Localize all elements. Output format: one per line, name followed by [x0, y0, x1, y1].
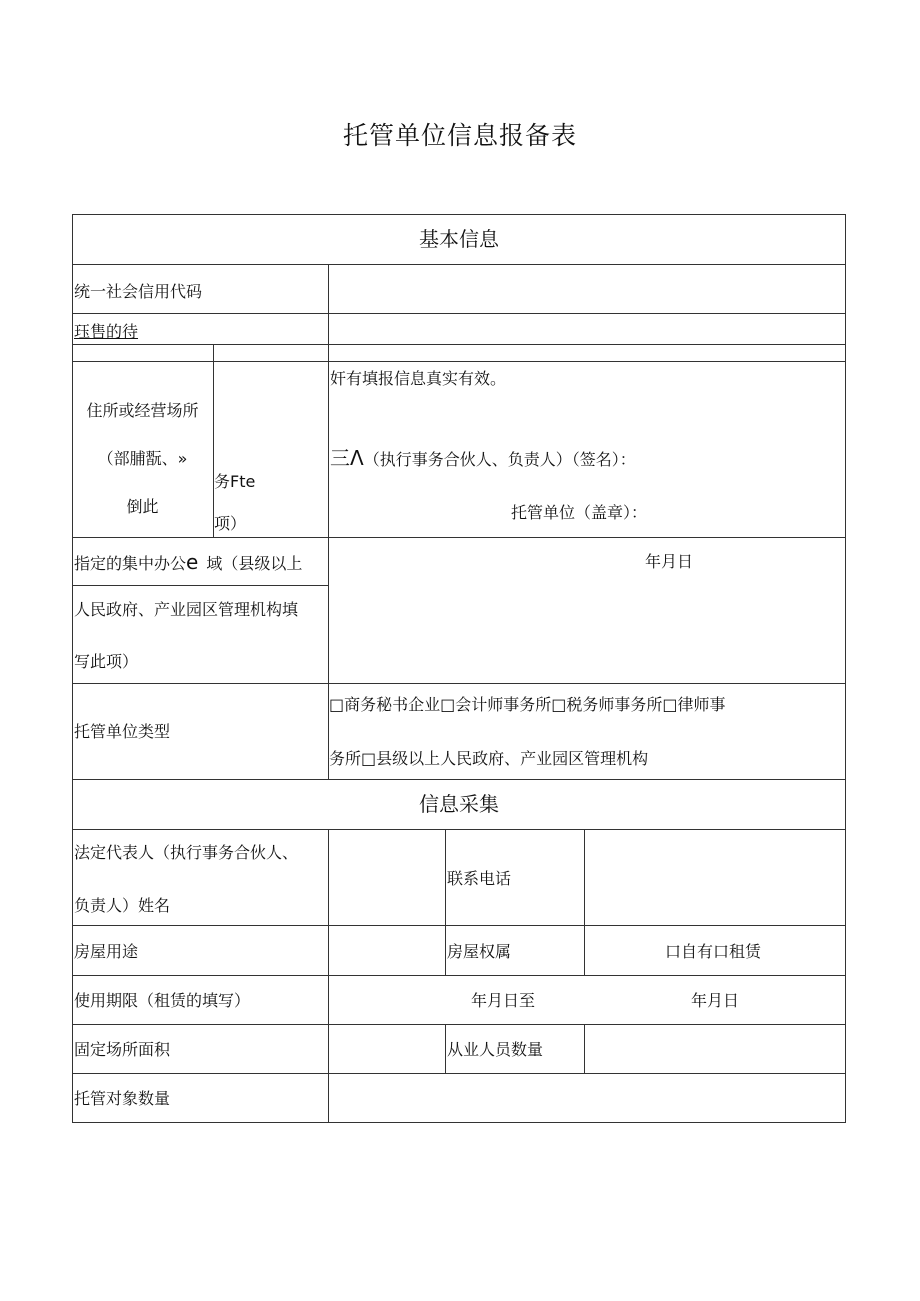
commitment-date: 年月日	[645, 552, 694, 571]
unit-name-label: 珏售的待	[74, 322, 139, 341]
address-mid-line-2: 项）	[214, 514, 247, 533]
address-mid-line-1	[214, 472, 255, 492]
legal-rep-label-line-2: 负责人）姓名	[74, 896, 171, 915]
designated-label-part-a: 指定的集中办公	[74, 554, 187, 573]
col-divider	[445, 1024, 446, 1074]
col-divider	[213, 344, 214, 538]
section-basic-info: 基本信息	[419, 227, 499, 251]
page-title: 托管单位信息报备表	[342, 121, 577, 150]
commitment-prefix: 三Λ	[330, 446, 364, 470]
phone-field[interactable]	[585, 830, 845, 925]
row-divider	[72, 537, 846, 538]
unit-name-field[interactable]	[329, 314, 845, 344]
clients-field[interactable]	[329, 1074, 845, 1122]
table-border-left	[72, 214, 73, 1123]
unit-type-options-line-1[interactable]: □商务秘书企业□会计师事务所□税务师事务所□律师事	[329, 695, 726, 714]
credit-code-field[interactable]	[329, 265, 845, 313]
designated-label-part-c: 域（县级以上	[206, 554, 303, 573]
unit-type-options-line-2[interactable]: 务所□县级以上人民政府、产业园区管理机构	[329, 749, 649, 768]
area-label: 固定场所面积	[74, 1040, 171, 1059]
ownership-options[interactable]: 口自有口租赁	[665, 942, 762, 961]
credit-code-label: 统一社会信用代码	[74, 282, 203, 301]
legal-rep-field[interactable]	[329, 830, 444, 925]
col-divider	[445, 829, 446, 976]
designated-label-line-1	[74, 552, 302, 574]
staff-field[interactable]	[585, 1025, 845, 1073]
address-mid-text: 务Fte	[214, 472, 256, 491]
commitment-line-1: 奸有填报信息真实有效。	[330, 369, 507, 388]
period-label: 使用期限（租赁的填写）	[74, 991, 251, 1010]
address-label-line-2: （部脯翫、»	[97, 449, 188, 468]
legal-rep-label-line-1: 法定代表人（执行事务合伙人、	[74, 843, 299, 862]
address-label-line-3: 倒此	[126, 497, 159, 516]
row-divider	[72, 779, 846, 780]
designated-label-part-b: e	[186, 550, 199, 574]
commitment-line-3: 托管单位（盖章）：	[511, 503, 648, 522]
commitment-line-2	[330, 448, 636, 470]
row-divider	[72, 361, 846, 362]
designated-label-line-3: 写此项）	[74, 652, 139, 671]
row-divider	[72, 344, 846, 345]
usage-field[interactable]	[329, 926, 444, 975]
table-border-right	[845, 214, 846, 1123]
section-info-collection: 信息采集	[419, 792, 499, 816]
clients-label: 托管对象数量	[74, 1089, 171, 1108]
row-divider	[72, 925, 846, 926]
ownership-label: 房屋权属	[447, 942, 512, 961]
row-divider	[72, 975, 846, 976]
table-border-bottom	[72, 1122, 846, 1123]
unit-type-label: 托管单位类型	[74, 722, 171, 741]
staff-label: 从业人员数量	[447, 1040, 544, 1059]
address-label-line-1: 住所或经营场所	[86, 401, 199, 420]
period-to[interactable]: 年月日	[691, 991, 740, 1010]
area-field[interactable]	[329, 1025, 444, 1073]
phone-label: 联系电话	[447, 869, 512, 888]
row-divider	[72, 683, 846, 684]
commitment-signature-text: （执行事务合伙人、负责人）（签名）：	[363, 450, 636, 469]
table-border-top	[72, 214, 846, 215]
designated-label-line-2: 人民政府、产业园区管理机构填	[74, 600, 299, 619]
designated-area-field[interactable]	[329, 586, 845, 683]
period-from[interactable]: 年月日至	[471, 991, 536, 1010]
row-divider	[72, 585, 328, 586]
usage-label: 房屋用途	[74, 942, 139, 961]
